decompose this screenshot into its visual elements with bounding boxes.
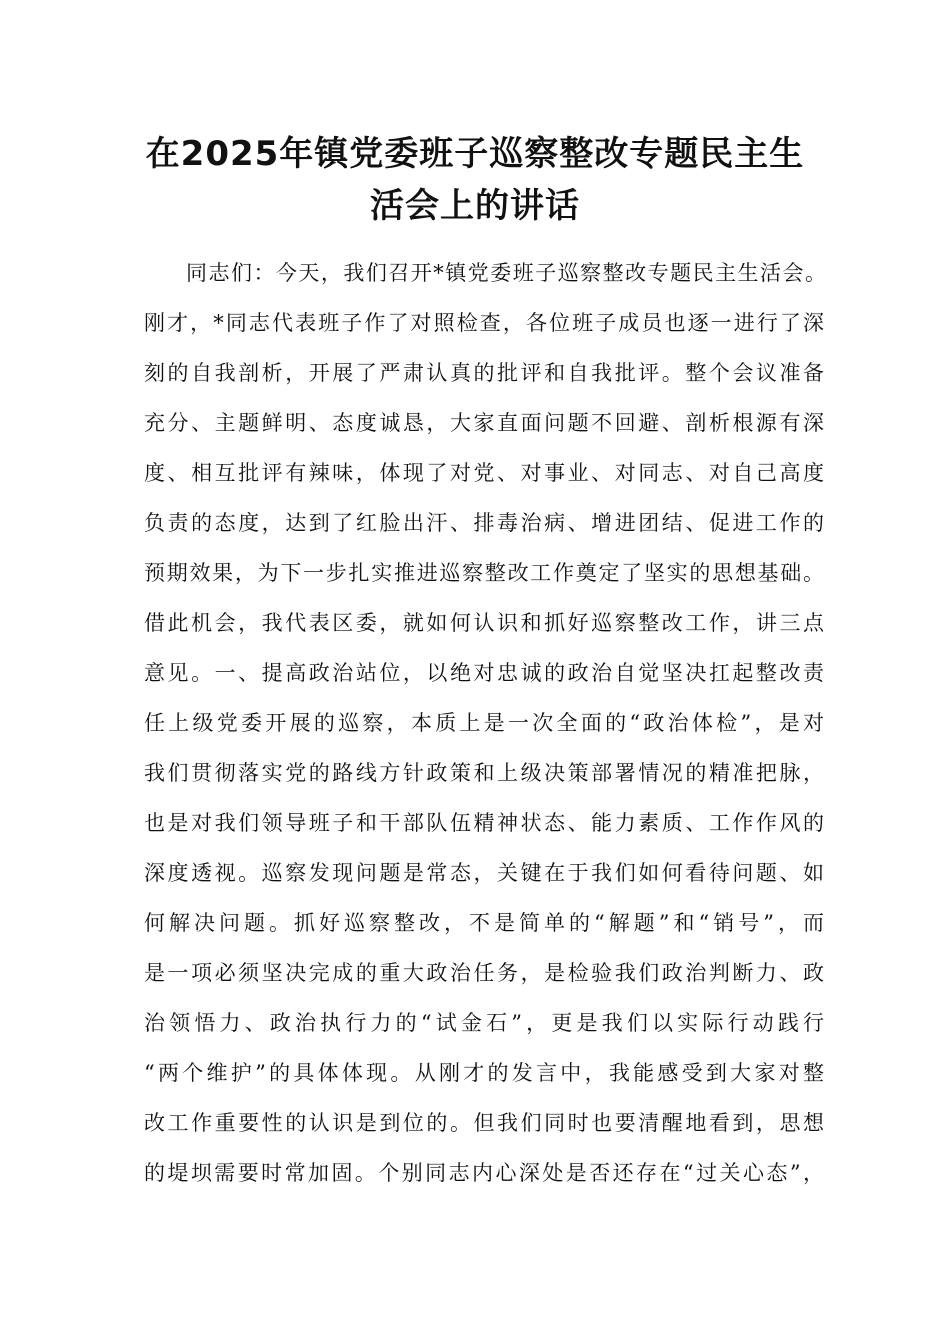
- body-line: 改工作重要性的认识是到位的。但我们同时也要清醒地看到，思想: [144, 1111, 824, 1135]
- body-line: 任上级党委开展的巡察，本质上是一次全面的“政治体检”，是对: [144, 711, 824, 735]
- body-line: 负责的态度，达到了红脸出汗、排毒治病、增进团结、促进工作的: [144, 511, 824, 535]
- body-line: 度、相互批评有辣味，体现了对党、对事业、对同志、对自己高度: [144, 461, 824, 485]
- body-line: 何解决问题。抓好巡察整改，不是简单的“解题”和“销号”，而: [144, 911, 824, 935]
- document-title-line-2: 活会上的讲话: [370, 186, 580, 226]
- body-line: 刻的自我剖析，开展了严肃认真的批评和自我批评。整个会议准备: [144, 361, 824, 385]
- body-line: 治领悟力、政治执行力的“试金石”，更是我们以实际行动践行: [144, 1011, 824, 1035]
- body-line: “两个维护”的具体体现。从刚才的发言中，我能感受到大家对整: [144, 1061, 824, 1085]
- body-line: 我们贯彻落实党的路线方针政策和上级决策部署情况的精准把脉，: [144, 761, 824, 785]
- body-line: 同志们：今天，我们召开*镇党委班子巡察整改专题民主生活会。: [186, 261, 826, 285]
- body-line: 也是对我们领导班子和干部队伍精神状态、能力素质、工作作风的: [144, 811, 824, 835]
- body-line: 充分、主题鲜明、态度诚恳，大家直面问题不回避、剖析根源有深: [144, 411, 824, 435]
- body-line: 预期效果，为下一步扎实推进巡察整改工作奠定了坚实的思想基础。: [144, 561, 824, 585]
- body-line: 借此机会，我代表区委，就如何认识和抓好巡察整改工作，讲三点: [144, 611, 824, 635]
- body-line: 深度透视。巡察发现问题是常态，关键在于我们如何看待问题、如: [144, 861, 824, 885]
- body-line: 刚才，*同志代表班子作了对照检查，各位班子成员也逐一进行了深: [144, 311, 824, 335]
- body-line: 是一项必须坚决完成的重大政治任务，是检验我们政治判断力、政: [144, 961, 824, 985]
- body-line: 的堤坝需要时常加固。个别同志内心深处是否还存在“过关心态”，: [144, 1161, 824, 1185]
- body-line: 意见。一、提高政治站位，以绝对忠诚的政治自觉坚决扛起整改责: [144, 661, 824, 685]
- document-title-line-1: 在2025年镇党委班子巡察整改专题民主生: [145, 134, 805, 174]
